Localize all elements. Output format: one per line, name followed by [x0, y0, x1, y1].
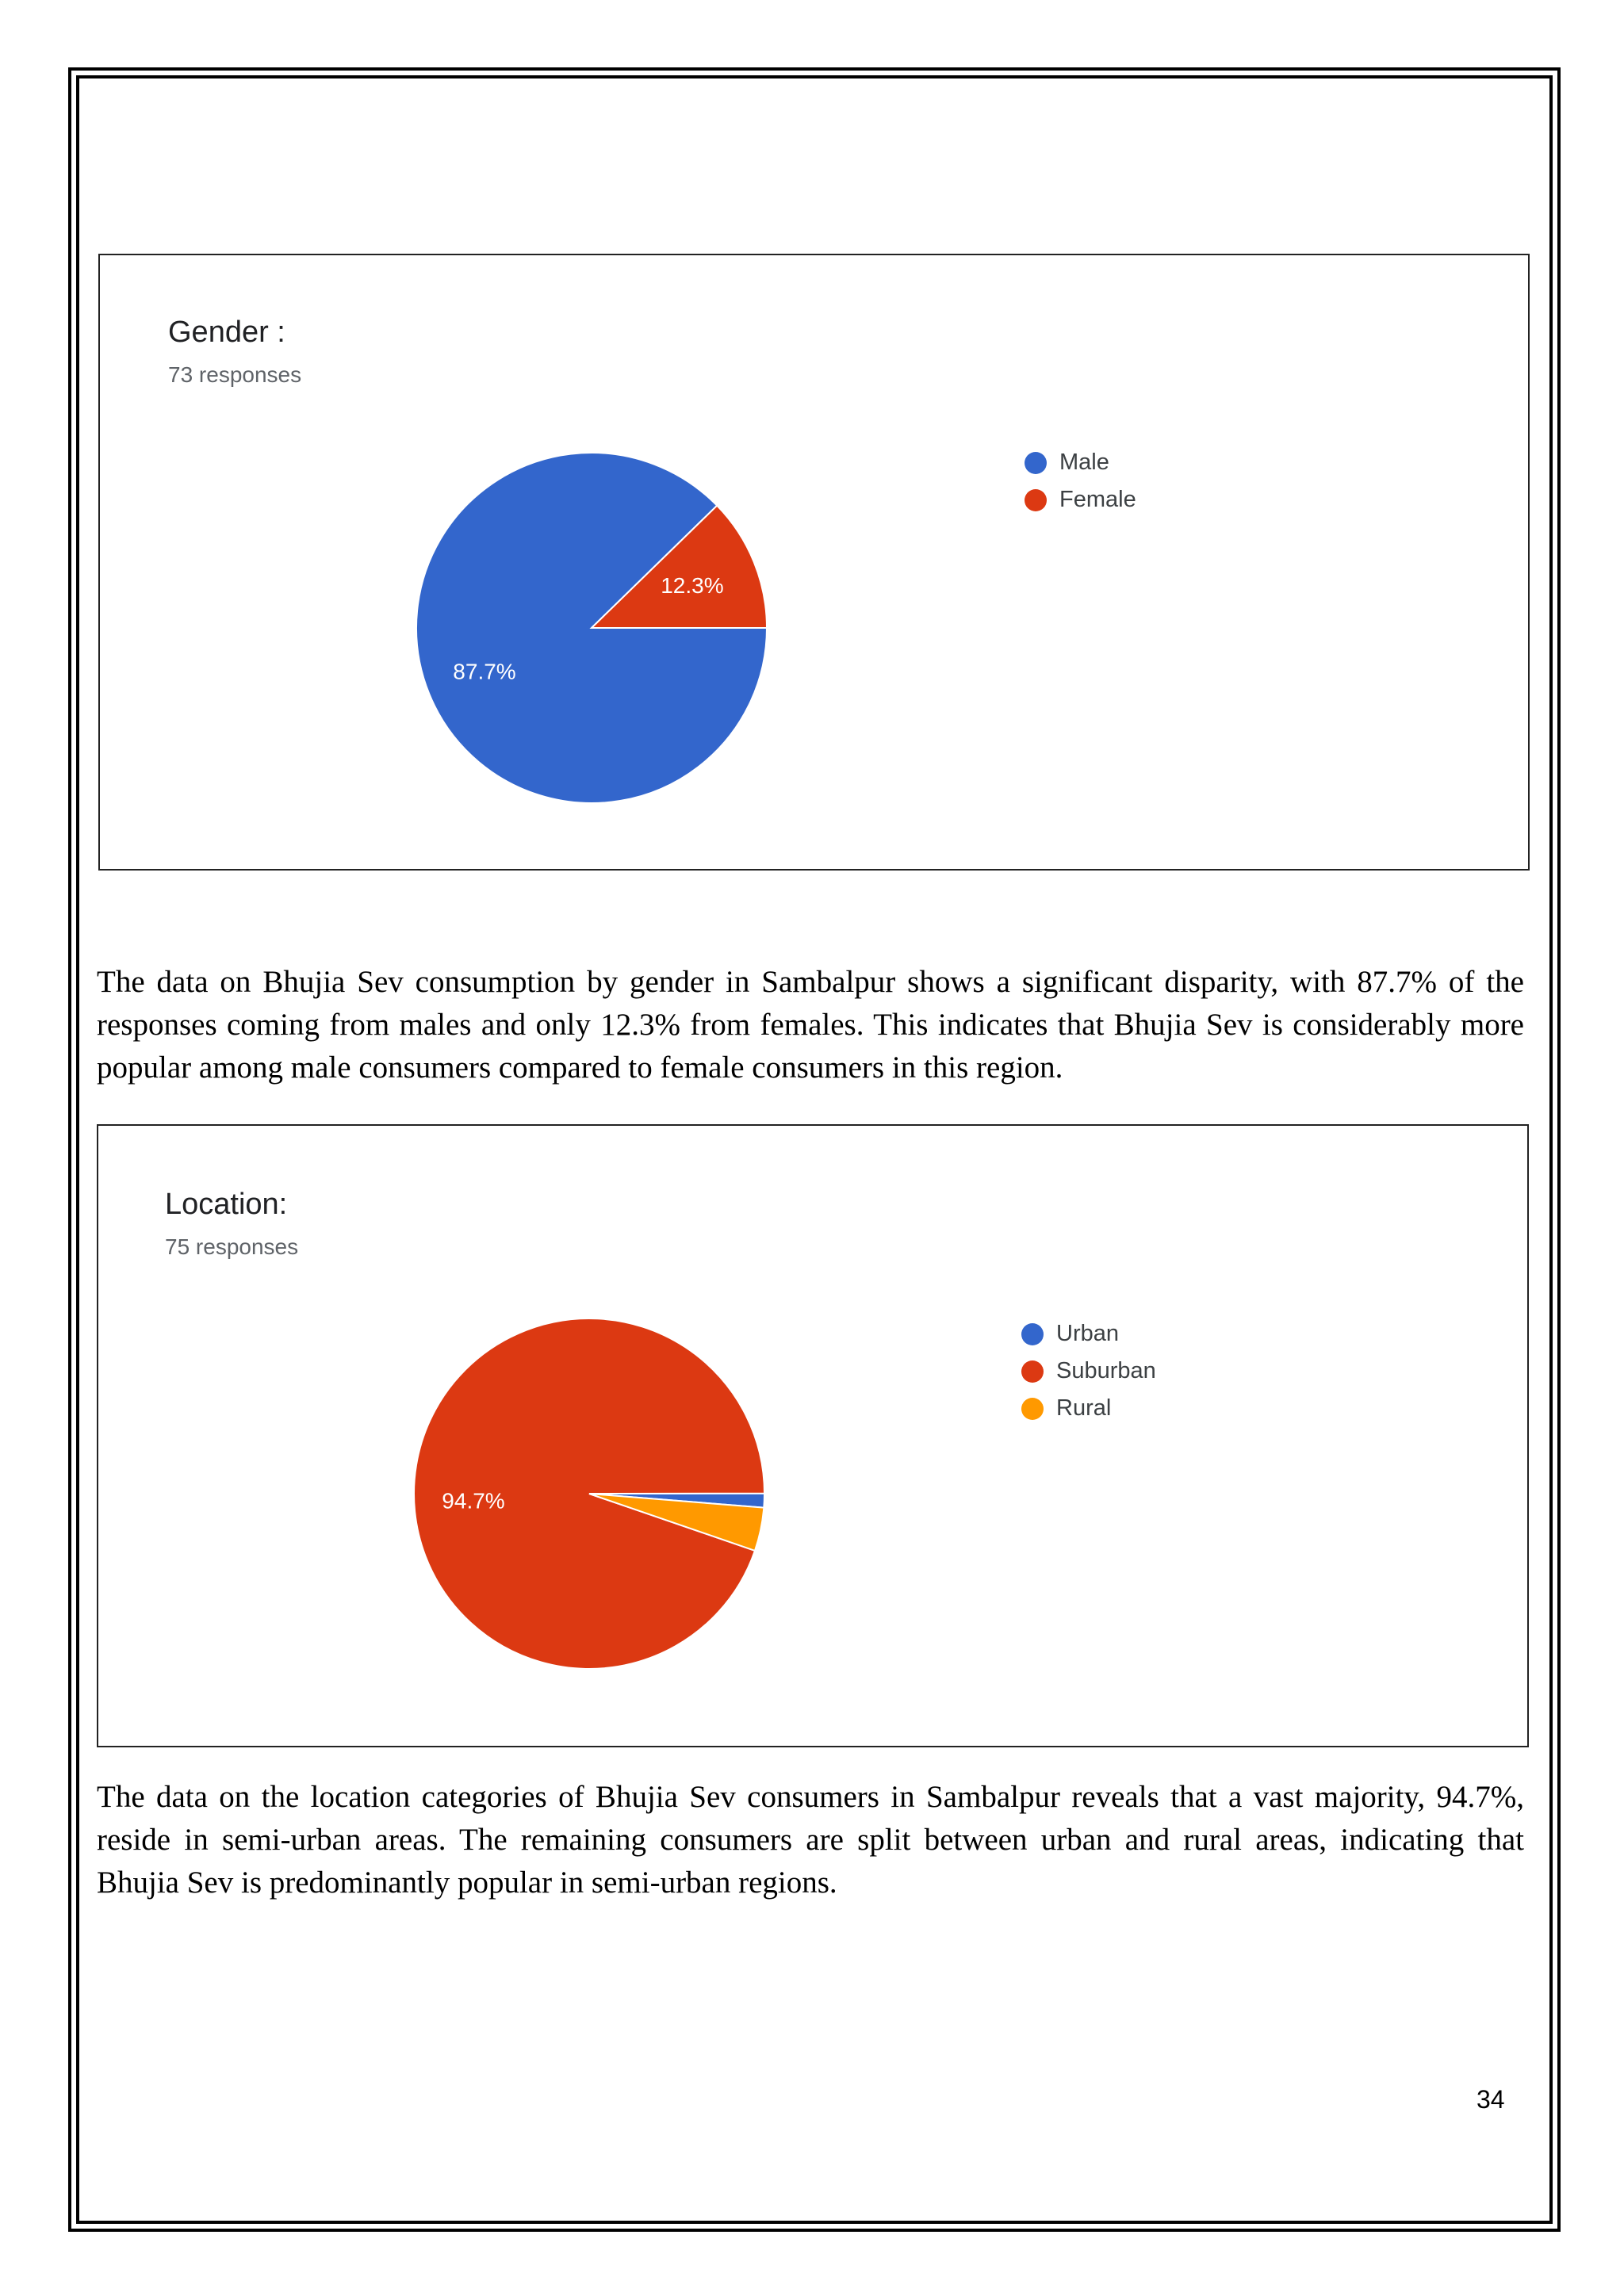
legend-dot-icon — [1021, 1323, 1044, 1345]
location-pie-chart — [98, 1126, 1530, 1749]
gender-pie-chart — [100, 255, 1531, 872]
page-number: 34 — [1477, 2085, 1505, 2114]
legend-item-female — [1025, 481, 1136, 519]
legend-item-male — [1025, 444, 1136, 481]
legend-item-suburban — [1021, 1353, 1156, 1390]
gender-chart-legend — [1025, 444, 1136, 519]
legend-label: Suburban — [1056, 1358, 1156, 1383]
legend-label: Female — [1059, 487, 1136, 512]
location-analysis-paragraph: The data on the location categories of Bhujia Sev consumers in Sambalpur reveals that a vast majority, 94.7%, reside in semi-urban areas. The remaining consumers are split between urban and rural areas, indicating that Bhujia Sev is predominantly popular in semi-urban regions. — [97, 1780, 1524, 1900]
pie-label-suburban: 94.7% — [442, 1488, 505, 1513]
legend-label: Urban — [1056, 1321, 1119, 1346]
gender-analysis-paragraph: The data on Bhujia Sev consumption by gender in Sambalpur shows a significant disparity, with 87.7% of the responses coming from males and only 12.3% from females. This indicates that Bhujia Sev is considerably more popular among male consumers compared to female consumers in this region. — [97, 965, 1524, 1085]
legend-dot-icon — [1021, 1360, 1044, 1383]
location-chart-legend — [1021, 1315, 1156, 1427]
legend-dot-icon — [1025, 489, 1047, 511]
location-chart-subtitle: 75 responses — [165, 1234, 299, 1259]
gender-chart — [98, 254, 1530, 871]
location-chart-title: Location: — [165, 1188, 288, 1221]
legend-item-rural — [1021, 1390, 1156, 1427]
legend-label: Rural — [1056, 1395, 1112, 1421]
gender-chart-subtitle: 73 responses — [168, 362, 302, 387]
legend-item-urban — [1021, 1315, 1156, 1353]
legend-label: Male — [1059, 450, 1109, 475]
legend-dot-icon — [1025, 452, 1047, 474]
pie-label-female: 12.3% — [661, 572, 724, 598]
location-chart — [97, 1124, 1529, 1747]
gender-chart-title: Gender : — [168, 316, 285, 349]
pie-label-male: 87.7% — [453, 659, 516, 684]
legend-dot-icon — [1021, 1398, 1044, 1420]
